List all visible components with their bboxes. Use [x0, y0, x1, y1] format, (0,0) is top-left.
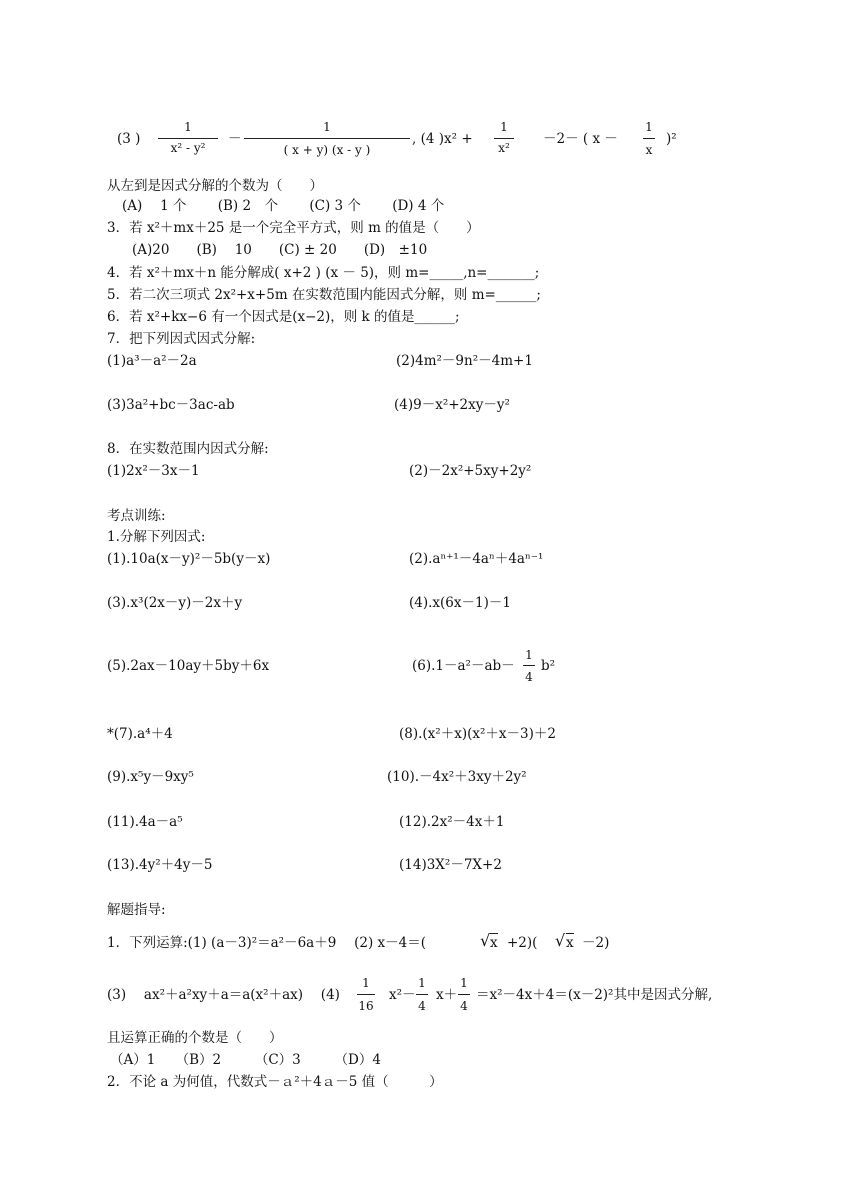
training-item-14: (14)3X²－7X+2 — [399, 857, 502, 873]
fraction-1-numerator: 1 — [184, 120, 192, 134]
training-item-5: (5).2ax－10ay＋5by＋6x — [107, 658, 270, 674]
guide-q1-line2-b: x²－ — [389, 987, 416, 1003]
q7-item-3: (3)3a²+bc－3ac-ab — [107, 397, 235, 413]
q3-options: (A)20 (B) 10 (C) ± 20 (D) ±10 — [132, 242, 428, 258]
training-item-8: (8).(x²＋x)(x²＋x－3)＋2 — [399, 726, 556, 742]
guide-q1-line2-c: x＋ — [436, 987, 458, 1003]
fraction-1-denominator: x² - y² — [170, 141, 206, 155]
q8-item-1: (1)2x²－3x－1 — [107, 463, 200, 479]
guide-fraction-2-bar — [416, 994, 428, 995]
item-6-fraction-denominator: 4 — [525, 670, 533, 684]
fraction-3-denominator: x² — [498, 141, 510, 155]
training-item-9: (9).x⁵y－9xy⁵ — [107, 769, 194, 785]
fraction-2-bar — [244, 138, 410, 139]
guide-q1-options: （A）1 （B）2 （C）3 （D）4 — [110, 1052, 381, 1068]
expression-tail: －2－ ( x － — [543, 131, 618, 147]
guide-fraction-2-denominator: 4 — [418, 999, 426, 1013]
training-item-13: (13).4y²＋4y－5 — [107, 857, 213, 873]
guide-fraction-1-denominator: 16 — [358, 999, 374, 1013]
training-item-12: (12).2x²－4x＋1 — [399, 814, 505, 830]
q4-text: 4．若 x²＋mx＋n 能分解成( x+2 ) (x － 5)，则 m=_____,n=_______; — [107, 265, 540, 281]
q3-stem: 3．若 x²＋mx＋25 是一个完全平方式，则 m 的值是（ ） — [107, 220, 480, 236]
q7-item-1: (1)a³－a²－2a — [107, 353, 197, 369]
training-item-4: (4).x(6x－1)－1 — [409, 595, 511, 611]
fraction-2-denominator: ( x + y) (x - y ) — [283, 143, 371, 157]
guide-heading: 解题指导: — [107, 902, 166, 918]
training-item-11: (11).4a－a⁵ — [107, 814, 183, 830]
guide-q2-stem: 2．不论 a 为何值，代数式－ａ²＋4ａ－5 值（ ） — [107, 1074, 443, 1090]
training-item-2: (2).aⁿ⁺¹－4aⁿ＋4aⁿ⁻¹ — [409, 551, 544, 567]
training-item-1: (1).10a(x－y)²－5b(y－x) — [107, 551, 271, 567]
q7-item-2: (2)4m²－9n²－4m+1 — [396, 353, 533, 369]
fraction-4-bar — [643, 138, 655, 139]
guide-fraction-1-bar — [357, 994, 375, 995]
guide-fraction-1-numerator: 1 — [362, 976, 370, 990]
item-3-label: (3 ) — [117, 131, 141, 147]
guide-q1-part-b: +2)( — [507, 935, 538, 951]
fraction-3-bar — [494, 138, 514, 139]
minus-sign: － — [228, 131, 242, 147]
fraction-4-denominator: x — [645, 143, 653, 157]
guide-q1-line2-a: (3) ax²＋a²xy＋a＝a(x²＋ax) (4) — [107, 987, 340, 1003]
q2-options: (A) 1 个 (B) 2 个 (C) 3 个 (D) 4 个 — [122, 198, 445, 214]
training-item-7: *(7).a⁴＋4 — [107, 726, 173, 742]
guide-q1-part-a: 1．下列运算:(1) (a－3)²＝a²－6a＋9 (2) x－4＝( — [107, 935, 426, 951]
training-item-6: (6).1－a²－ab－ — [412, 658, 515, 674]
fraction-1-bar — [158, 138, 218, 139]
q8-stem: 8．在实数范围内因式分解: — [107, 441, 269, 457]
q2-stem: 从左到是因式分解的个数为（ ） — [107, 178, 323, 194]
guide-q1-line2-d: ＝x²－4x＋4＝(x－2)²其中是因式分解, — [476, 987, 713, 1003]
item-4-label: , (4 )x² + — [412, 131, 473, 147]
q8-item-2: (2)－2x²+5xy+2y² — [409, 463, 532, 479]
sqrt-radicand-2: x — [566, 935, 574, 951]
q5-text: 5．若二次三项式 2x²+x+5m 在实数范围内能因式分解，则 m=______; — [107, 287, 541, 303]
training-item-3: (3).x³(2x－y)－2x＋y — [107, 595, 243, 611]
item-6-tail: b² — [541, 658, 556, 674]
guide-fraction-3-bar — [458, 994, 470, 995]
guide-fraction-3-numerator: 1 — [460, 976, 468, 990]
fraction-4-numerator: 1 — [645, 120, 653, 134]
sqrt-radicand-1: x — [490, 935, 498, 951]
training-heading: 考点训练: — [107, 508, 166, 524]
training-item-10: (10).－4x²＋3xy＋2y² — [387, 769, 527, 785]
q6-text: 6．若 x²+kx−6 有一个因式是(x−2)，则 k 的值是______; — [107, 309, 460, 325]
sqrt-sign-1: √ — [480, 931, 491, 950]
guide-fraction-3-denominator: 4 — [460, 999, 468, 1013]
training-subheading: 1.分解下列因式: — [107, 529, 206, 545]
fraction-2-numerator: 1 — [323, 120, 331, 134]
guide-q1-part-c: －2) — [582, 935, 610, 951]
guide-q1-line3: 且运算正确的个数是（ ） — [107, 1030, 283, 1046]
guide-fraction-2-numerator: 1 — [418, 976, 426, 990]
sqrt-sign-2: √ — [555, 931, 566, 950]
closing-paren: )² — [666, 131, 677, 147]
q7-item-4: (4)9－x²+2xy－y² — [394, 397, 510, 413]
item-6-fraction-bar — [523, 665, 535, 666]
q7-stem: 7．把下列因式因式分解: — [107, 331, 256, 347]
item-6-fraction-numerator: 1 — [525, 648, 533, 662]
fraction-3-numerator: 1 — [500, 120, 508, 134]
